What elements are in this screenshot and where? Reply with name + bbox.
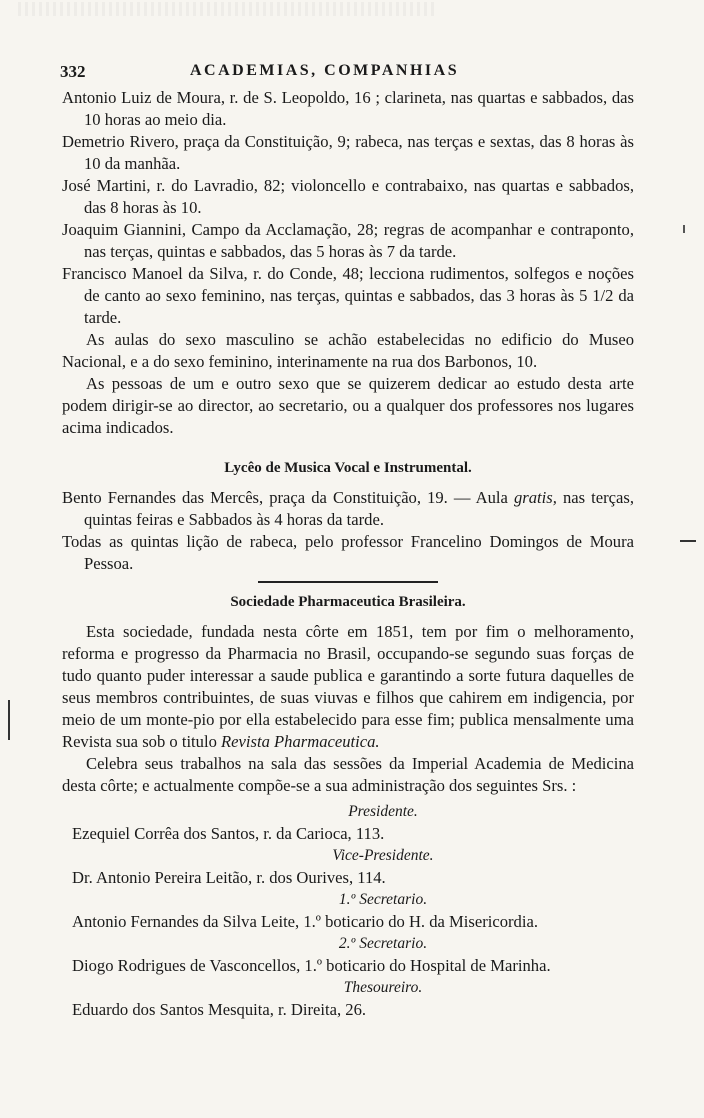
page-number: 332 xyxy=(60,62,86,81)
office-vice-president: Vice-Presidente. xyxy=(332,847,434,864)
teacher-entry-martini: José Martini, r. do Lavradio, 82; violoncello e contrabaixo, nas quartas e sabbados, das 8 horas às 10. xyxy=(62,176,634,217)
sociedade-heading: Sociedade Pharmaceutica Brasileira. xyxy=(230,594,466,610)
sociedade-paragraph-2: Celebra seus trabalhos na sala das sessões da Imperial Academia de Medicina desta côrte; e actualmente compõe-se a sua administração dos seguintes Srs. : xyxy=(62,754,634,795)
lyceo-entry-mercês xyxy=(62,487,634,531)
office-treasurer: Thesoureiro. xyxy=(343,979,423,996)
body-text xyxy=(62,87,634,1021)
lyceo-entry-text: Bento Fernandes das Mercês, praça da Constituição, 19. — Aula xyxy=(62,488,514,507)
office-first-secretary: 1.º Secretario. xyxy=(338,891,428,908)
member-president: Ezequiel Corrêa dos Santos, r. da Carioca, 113. xyxy=(72,824,385,843)
margin-tick-right xyxy=(683,225,685,233)
member-first-secretary: Antonio Fernandes da Silva Leite, 1.º boticario do H. da Misericordia. xyxy=(72,912,538,931)
section-divider xyxy=(258,581,438,583)
lyceo-entry-rabeca: Todas as quintas lição de rabeca, pelo professor Francelino Domingos de Moura Pessoa. xyxy=(62,532,634,573)
running-title: ACADEMIAS, COMPANHIAS xyxy=(190,62,460,79)
office-second-secretary: 2.º Secretario. xyxy=(338,935,428,952)
lyceo-entry-text-end: nas terças, quintas feiras e Sabbados às 4 horas da tarde. xyxy=(84,488,634,529)
revista-title: Revista Pharmaceutica. xyxy=(221,732,380,751)
sociedade-paragraph-1-text: Esta sociedade, fundada nesta côrte em 1851, tem por fim o melhoramento, reforma e progresso da Pharmacia no Brasil, occupando-se segundo suas forças de tudo quanto puder interessar a saude publica e garantindo a sorte futura daquelles de seus membros contribuintes, de suas viuvas e filhos que cahirem em indigencia, por meio de um monte-pio por ella estabelecido para esse fim; publica mensalmente uma Revista sua sob o titulo xyxy=(62,622,634,751)
board-list xyxy=(62,801,634,1021)
member-second-secretary: Diogo Rodrigues de Vasconcellos, 1.º boticario do Hospital de Marinha. xyxy=(72,956,551,975)
sociedade-paragraph-1 xyxy=(62,621,634,753)
teacher-entry-silva: Francisco Manoel da Silva, r. do Conde, 48; lecciona rudimentos, solfegos e noções de canto ao sexo feminino, nas terças, quintas e sabbados, das 3 horas às 5 1/2 da tarde. xyxy=(62,264,634,327)
teacher-entry-rivero: Demetrio Rivero, praça da Constituição, 9; rabeca, nas terças e sextas, das 8 horas às 10 da manhãa. xyxy=(62,132,634,173)
section-divider-wrap xyxy=(62,575,634,583)
bleed-through-texture xyxy=(18,2,438,16)
enrolment-paragraph: As pessoas de um e outro sexo que se quizerem dedicar ao estudo desta arte podem dirigir-se ao director, ao secretario, ou a qualquer dos professores nos lugares acima indicados. xyxy=(62,374,634,437)
lyceo-entry-italic: gratis, xyxy=(513,488,557,507)
member-treasurer: Eduardo dos Santos Mesquita, r. Direita, 26. xyxy=(72,1000,367,1019)
teacher-entry-moura: Antonio Luiz de Moura, r. de S. Leopoldo, 16 ; clarineta, nas quartas e sabbados, das 10 horas ao meio dia. xyxy=(62,88,634,129)
margin-mark-right xyxy=(680,540,696,542)
member-vice-president: Dr. Antonio Pereira Leitão, r. dos Ourives, 114. xyxy=(72,868,386,887)
classes-location-paragraph: As aulas do sexo masculino se achão estabelecidas no edificio do Museo Nacional, e a do sexo feminino, interinamente na rua dos Barbonos, 10. xyxy=(62,330,634,371)
margin-mark-left xyxy=(8,700,10,740)
teacher-entry-giannini: Joaquim Giannini, Campo da Acclamação, 28; regras de acompanhar e contraponto, nas terças, quintas e sabbados, das 5 horas às 7 da tarde. xyxy=(62,220,634,261)
page-header xyxy=(60,62,640,84)
office-president: Presidente. xyxy=(348,803,418,820)
lyceo-heading: Lycêo de Musica Vocal e Instrumental. xyxy=(224,460,472,476)
